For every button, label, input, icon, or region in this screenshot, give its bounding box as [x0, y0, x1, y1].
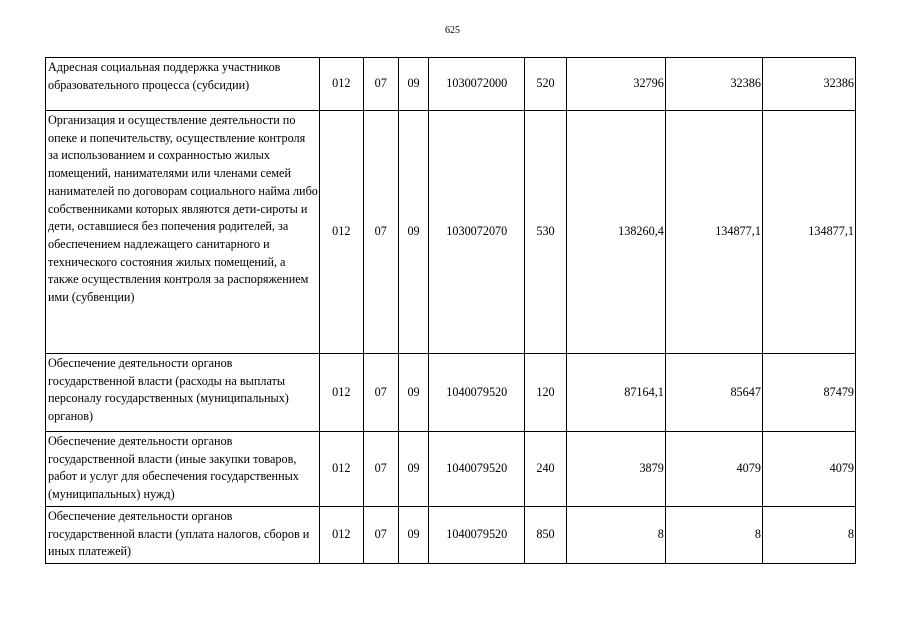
subsection-code: 09	[398, 506, 428, 563]
sum-year-1: 8	[566, 506, 665, 563]
row-description: Обеспечение деятельности органов государственной власти (уплата налогов, сборов и иных платежей)	[46, 506, 320, 563]
row-description: Адресная социальная поддержка участников образовательного процесса (субсидии)	[46, 58, 320, 111]
subsection-code: 09	[398, 432, 428, 507]
sum-year-1: 3879	[566, 432, 665, 507]
subsection-code: 09	[398, 111, 428, 354]
target-item-code: 1040079520	[429, 354, 525, 432]
sum-year-1: 138260,4	[566, 111, 665, 354]
page-number: 625	[445, 25, 460, 36]
target-item-code: 1040079520	[429, 432, 525, 507]
sum-year-2: 134877,1	[665, 111, 762, 354]
section-code: 07	[363, 354, 398, 432]
target-item-code: 1040079520	[429, 506, 525, 563]
expense-type-code: 120	[525, 354, 566, 432]
sum-year-3: 4079	[762, 432, 855, 507]
grbs-code: 012	[320, 432, 363, 507]
sum-year-3: 8	[762, 506, 855, 563]
sum-year-3: 87479	[762, 354, 855, 432]
budget-table	[45, 57, 856, 564]
row-description: Организация и осуществление деятельности по опеке и попечительству, осуществление контроля за использованием и сохранностью жилых помещений, нанимателями или членами семей нанимателей по договорам социального найма либо собственниками которых являются дети-сироты и дети, оставшиеся без попечения родителей, за обеспечением надлежащего санитарного и технического состояния жилых помещений, а также осуществления контроля за распоряжением ими (субвенции)	[46, 111, 320, 354]
sum-year-2: 85647	[665, 354, 762, 432]
sum-year-3: 134877,1	[762, 111, 855, 354]
table-row	[46, 506, 856, 563]
section-code: 07	[363, 506, 398, 563]
sum-year-2: 4079	[665, 432, 762, 507]
sum-year-1: 87164,1	[566, 354, 665, 432]
row-description: Обеспечение деятельности органов государственной власти (расходы на выплаты персоналу государственных (муниципальных) органов)	[46, 354, 320, 432]
target-item-code: 1030072000	[429, 58, 525, 111]
grbs-code: 012	[320, 58, 363, 111]
grbs-code: 012	[320, 354, 363, 432]
expense-type-code: 850	[525, 506, 566, 563]
row-description: Обеспечение деятельности органов государственной власти (иные закупки товаров, работ и услуг для обеспечения государственных (муниципальных) нужд)	[46, 432, 320, 507]
expense-type-code: 240	[525, 432, 566, 507]
grbs-code: 012	[320, 111, 363, 354]
expense-type-code: 530	[525, 111, 566, 354]
sum-year-2: 8	[665, 506, 762, 563]
expense-type-code: 520	[525, 58, 566, 111]
sum-year-1: 32796	[566, 58, 665, 111]
subsection-code: 09	[398, 354, 428, 432]
table-row	[46, 354, 856, 432]
sum-year-3: 32386	[762, 58, 855, 111]
table-row	[46, 58, 856, 111]
target-item-code: 1030072070	[429, 111, 525, 354]
section-code: 07	[363, 111, 398, 354]
sum-year-2: 32386	[665, 58, 762, 111]
table-row	[46, 111, 856, 354]
table-row	[46, 432, 856, 507]
section-code: 07	[363, 432, 398, 507]
section-code: 07	[363, 58, 398, 111]
subsection-code: 09	[398, 58, 428, 111]
grbs-code: 012	[320, 506, 363, 563]
